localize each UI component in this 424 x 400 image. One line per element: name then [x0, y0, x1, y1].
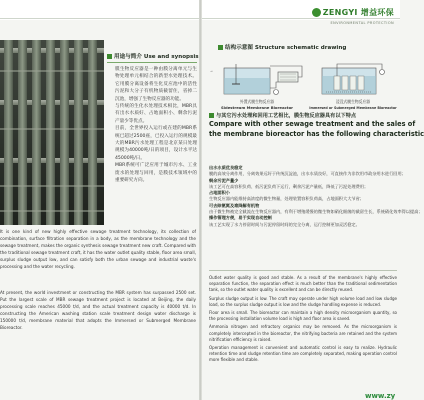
company-logo	[312, 2, 394, 25]
characteristics-title-cn: 与其它污水处理和回用工艺相比，膜生物反应器具有以下特点	[216, 113, 357, 119]
feature-en: Floor area is small. The bioreactor can maintain a high density microorganism quantity, so the processing installation volume load is high and floor area is saved.	[209, 310, 397, 322]
svg-text:→: →	[210, 69, 213, 73]
feature-en: Operation management is convenient and automatic control is easy to realize. Hydraulic retention time and sludge retention time are completely separated, making operation control more flexible and stable.	[209, 345, 397, 363]
characteristics-en-list	[209, 275, 397, 366]
characteristics-heading	[209, 112, 424, 138]
use-synopsis-heading	[107, 52, 197, 63]
feature-heading: 操作管理方便，易于实现自动控制	[209, 215, 272, 221]
structure-title: 结构示意图 Structure schematic drawing	[225, 45, 347, 51]
feed-pipe	[270, 82, 278, 88]
characteristics-title-en-1: Compare with other sewage treatment and the sales of	[209, 120, 416, 128]
immersed-membrane-module	[334, 76, 340, 90]
feature-text: 该工艺实现了水力停留时间与污泥停留时间的完全分离，运行控制更加灵活稳定。	[209, 221, 360, 227]
cn-paragraph: 与传统的生化水处理技术相比，MBR具有出水水质好、占地面积小、剩余污泥产量少等优点。	[115, 104, 197, 124]
structure-heading	[218, 43, 396, 51]
en-paragraph: It is one kind of new highly effective sewage treatment technology, its collection of combination, surface filtration separation in a body, as the membrane technology and the sewage treatment, makes the organic synthesis sewage treatment new craft. Compared with the traditional sewage treatment craft, it has the water outlet quality stable, floor area small, surplus sludge output low, and can satisfy both the urban sewage and industrial waste's processing and the water recycling.	[0, 229, 196, 269]
caption-sidestream: 外置式膜生物反应器 Sidestream Membrane Bioreactor	[220, 99, 294, 110]
feature-text: 由于微生物被完全截流在生物反应器内，有利于增殖缓慢的微生物如硝化细菌的截留生长，系统硝化效率得以提高；	[209, 209, 423, 215]
cn-paragraph: 目前，全世界投入运行或在建的MBR系统已超过2500座，已投入运行的规模最大的MBR污水处理工程是北京某日处理规模为40000吨/日的项目，设计水平达45000吨/日。	[115, 126, 197, 161]
section-bullet-icon	[209, 113, 214, 118]
use-synopsis-en-text	[0, 229, 196, 332]
cn-paragraph: MBR系统可广泛应用于城市污水、工业废水的处理与回用，是膜技术领域中的重要研究方向。	[115, 163, 197, 184]
use-synopsis-title: 用途与简介 Use and synopsis	[114, 54, 199, 60]
page-spine	[199, 0, 202, 400]
caption-immersed: 浸没式膜生物反应器 Immersed or Submerged Membrane Bioreactor	[309, 99, 397, 110]
website-url: www.zy	[365, 392, 396, 400]
feature-en: Outlet water quality is good and stable. As a result of the membrane's highly effective separation function, the separation effect is much better than the traditional sedimentation tank, so the outlet water quality is excellent and can be directly reused.	[209, 275, 397, 293]
section-bullet-icon	[107, 54, 112, 59]
feature-text: 该工艺可在高容积负荷、低污泥负荷下运行，剩余污泥产量低，降低了污泥处理费用；	[209, 183, 369, 189]
feature-en: Ammonia nitrogen and refractory organics may be removed. As the microorganism is completely intercepted in the bioreactor, the nitrifying bacteria are retained and the system nitrification efficiency is raised.	[209, 324, 397, 342]
logo-mark-icon	[312, 8, 321, 17]
feature-text: 膜的高效分离作用，分离效果远好于传统沉淀池，出水水质良好，可直接作为非饮用市政杂用水进行回用；	[209, 171, 406, 177]
pump-icon	[380, 70, 385, 75]
characteristics-cn-list	[209, 165, 423, 228]
logo-subtitle: ENVIRONMENTAL PROTECTION	[330, 21, 394, 25]
pump-icon	[274, 90, 279, 95]
section-bullet-icon	[218, 45, 223, 50]
logo-text: ZENGYI 增益环保	[322, 8, 394, 17]
section-divider	[209, 270, 397, 271]
tank-water-left	[224, 78, 270, 94]
en-paragraph: At present, the world investment or constructing the MBR system has surpassed 2500 set. Put the largest scale of MBR sewage treatment project is located at Beijing, the daily processing scale reaches 45000 t/d, and the actual treatment capacity is 40000 t/d. In constructing the American washing station scale treatment design water discharge is 150000 t/d, membrane material that adopts the Immersed or Submerged Membrane Bioreactor.	[0, 290, 196, 330]
feature-en: Surplus sludge output is low. The craft may operate under high volume load and low sludge load, so the surplus sludge output is low and the sludge handling expense is reduced.	[209, 295, 397, 307]
characteristics-title-en-2: the membrane bioreactor has the following characteristic	[209, 129, 424, 138]
tank-water-right	[322, 76, 376, 94]
feature-text: 生物反应器内能维持高浓度的微生物量，处理装置容积负荷高，占地面积大大节省；	[209, 196, 364, 202]
heading-rule	[107, 62, 197, 63]
cn-paragraph: 膜生物反应器是一种由膜分离单元与生物处理单元相结合的新型水处理技术。它用膜分离设备将生化反应池中的活性污泥和大分子有机物质截留住，省掉二沉池，增强了生物反应器的功能。	[115, 67, 197, 102]
feature-heading: 出水水质优良稳定	[209, 165, 243, 170]
feature-heading: 可去除氨氮及难降解有机物	[209, 202, 260, 208]
use-synopsis-cn-text	[115, 66, 197, 185]
feature-heading: 占地面积小	[209, 190, 230, 196]
membrane-module-photo	[0, 40, 104, 225]
feature-heading: 剩余污泥产量少	[209, 177, 239, 183]
